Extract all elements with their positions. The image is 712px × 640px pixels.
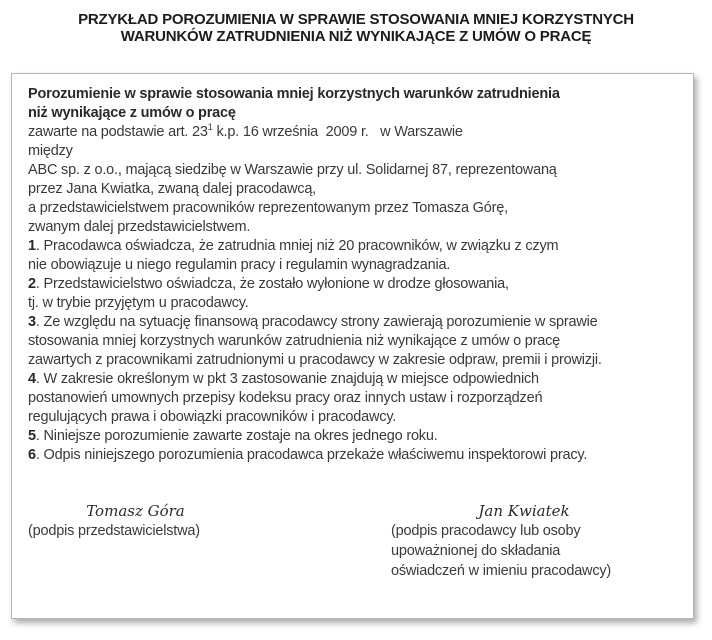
- clause-2-line: [28, 275, 677, 294]
- caption-line: upoważnionej do składania: [391, 543, 561, 559]
- legal-basis-line: [28, 123, 677, 142]
- document-heading: [28, 85, 677, 123]
- clause-number: 2: [28, 276, 36, 292]
- clause-number: 3: [28, 314, 36, 330]
- clause-1-line: nie obowiązuje u niego regulamin pracy i regulamin wynagradzania.: [28, 257, 451, 273]
- signatures: [28, 501, 677, 581]
- signature-representative: [28, 501, 243, 541]
- legal-basis-post: k.p. 16 września 2009 r. w Warszawie: [212, 124, 463, 140]
- text-line: przez Jana Kwiatka, zwaną dalej pracodawcą,: [28, 181, 317, 197]
- clause-text: . W zakresie określonym w pkt 3 zastosowanie znajdują w miejsce odpowiednich: [35, 371, 539, 387]
- superscript: 1: [207, 122, 213, 133]
- document-intro: [28, 123, 677, 237]
- clause-5-line: [28, 427, 677, 446]
- clause-3-line: [28, 313, 677, 332]
- signature-caption: [391, 521, 657, 581]
- clause-number: 4: [28, 371, 36, 387]
- text-line: między: [28, 143, 73, 159]
- clause-1-line: [28, 237, 677, 256]
- clause-3-line: zawartych z pracownikami zatrudnionymi u pracodawcy w zakresie odpraw, premii i prowizji.: [28, 352, 602, 368]
- clause-text: . Niniejsze porozumienie zawarte zostaje na okres jednego roku.: [35, 428, 438, 444]
- clause-text: . Ze względu na sytuację finansową pracodawcy strony zawierają porozumienie w sprawie: [35, 314, 598, 330]
- page-title: [0, 0, 712, 45]
- clause-4-line: [28, 370, 677, 389]
- signature-name: Jan Kwiatek: [478, 502, 570, 520]
- page-title-line: WARUNKÓW ZATRUDNIENIA NIŻ WYNIKAJĄCE Z UMÓW O PRACĘ: [120, 28, 592, 45]
- signature-caption: [28, 521, 243, 541]
- clause-4-line: postanowień umownych przepisy kodeksu pracy oraz innych ustaw i rozporządzeń: [28, 390, 543, 406]
- text-line: zwanym dalej przedstawicielstwem.: [28, 219, 251, 235]
- clause-6-line: [28, 446, 677, 465]
- clause-text: . Przedstawicielstwo oświadcza, że zostało wyłonione w drodze głosowania,: [35, 276, 509, 292]
- clause-text: . Pracodawca oświadcza, że zatrudnia mniej niż 20 pracowników, w związku z czym: [35, 238, 559, 254]
- text-line: a przedstawicielstwem pracowników reprezentowanym przez Tomasza Górę,: [28, 200, 508, 216]
- heading-line: Porozumienie w sprawie stosowania mniej korzystnych warunków zatrudnienia: [28, 86, 560, 102]
- signature-name: Tomasz Góra: [86, 502, 185, 520]
- text-line: ABC sp. z o.o., mającą siedzibę w Warszawie przy ul. Solidarnej 87, reprezentowaną: [28, 162, 557, 178]
- clause-4-line: regulujących prawa i obowiązki pracowników i pracodawcy.: [28, 409, 397, 425]
- page-title-line: PRZYKŁAD POROZUMIENIA W SPRAWIE STOSOWANIA MNIEJ KORZYSTNYCH: [78, 11, 634, 28]
- clause-text: . Odpis niniejszego porozumienia pracodawca przekaże właściwemu inspektorowi pracy.: [35, 447, 588, 463]
- caption-line: (podpis przedstawicielstwa): [28, 523, 200, 539]
- clause-number: 5: [28, 428, 36, 444]
- clause-2-line: tj. w trybie przyjętym u pracodawcy.: [28, 295, 249, 311]
- caption-line: (podpis pracodawcy lub osoby: [391, 523, 581, 539]
- document-box: [11, 73, 694, 619]
- clause-number: 6: [28, 447, 36, 463]
- clause-number: 1: [28, 238, 36, 254]
- signature-employer: [391, 501, 657, 581]
- caption-line: oświadczeń w imieniu pracodawcy): [391, 563, 612, 579]
- clause-3-line: stosowania mniej korzystnych warunków zatrudnienia niż wynikające z umów o pracę: [28, 333, 561, 349]
- heading-line: niż wynikające z umów o pracę: [28, 105, 236, 121]
- legal-basis-pre: zawarte na podstawie art. 23: [28, 124, 208, 140]
- clauses: [28, 237, 677, 465]
